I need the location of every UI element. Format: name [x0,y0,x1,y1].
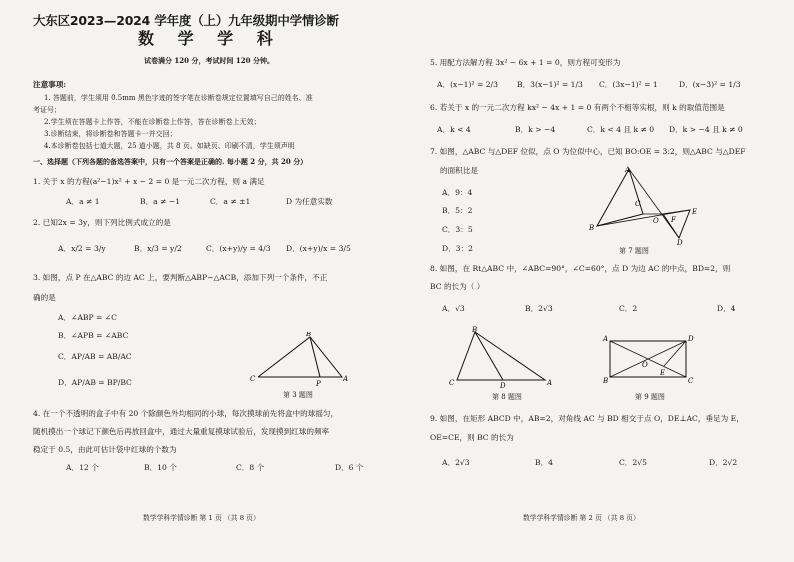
q3-caption: 第 3 题图 [283,391,313,399]
q4-option-c: C．8 个 [236,463,265,472]
fig3-label-p: P [316,380,321,388]
q9-option-c: C．2√5 [619,458,647,467]
q3-option-d: D．AP/AB = BP/BC [58,378,132,387]
q3-option-b: B．∠APB = ∠ABC [58,331,129,340]
fig9-label-e: E [660,369,666,377]
q7-option-d: D．3：2 [442,244,473,253]
q6-stem: 6. 若关于 x 的一元二次方程 kx² − 4x + 1 = 0 有两个不相等实根，则 k 的取值范围是 [430,103,725,112]
fig9-label-o: O [642,361,648,369]
q4-stem-3: 稳定于 0.5，由此可估计袋中红球的个数为 [33,445,177,454]
q2-option-a: A．x/2 = 3/y [58,244,106,253]
q1-option-a: A．a ≠ 1 [66,197,100,206]
q1-stem: 1. 关于 x 的方程(a²−1)x² + x − 2 = 0 是一元二次方程，则 a 满足 [33,177,265,186]
notice-item-2: 2.学生须在答题卡上作答，不能在诊断卷上作答，答在诊断卷上无效； [44,118,261,126]
notice-heading: 注意事项: [33,80,67,89]
q8-option-c: C．2 [619,304,638,313]
q5-option-a: A．(x−1)² = 2/3 [437,80,498,89]
fig7-label-b: B [589,224,595,232]
fig7-label-a: A [625,166,631,174]
q4-stem-1: 4. 在一个不透明的盒子中有 20 个除颜色外均相同的小球，每次摸球前先将盒中的球摇匀， [33,409,339,418]
q9-stem-1: 9. 如图，在矩形 ABCD 中，AB=2，对角线 AC 与 BD 相交于点 O，DE⊥AC，垂足为 E， [430,414,744,423]
fig9-label-b: B [603,377,609,385]
q1-option-d: D 为任意实数 [286,197,333,206]
q8-caption: 第 8 题图 [492,393,522,401]
fig7-label-c: C [635,200,641,208]
notice-item-1: 1. 答题前，学生须用 0.5mm 黑色字迹的签字笔在诊断卷规定位置填写自己的姓名、准 [44,94,313,102]
fig7-label-e: E [692,208,698,216]
subject-title: 数 学 学 科 [138,29,282,48]
q2-option-c: C．(x+y)/y = 4/3 [206,244,271,253]
q7-stem-1: 7. 如图，△ABC 与△DEF 位似，点 O 为位似中心，已知 BO:OE = 3:2，则△ABC 与△DEF [430,147,746,156]
exam-title: 大东区2023—2024 学年度（上）九年级期中学情诊断 [33,13,339,28]
fig9-label-a: A [603,335,609,343]
notice-item-1-cont: 考证号； [33,106,61,114]
q8-stem-1: 8. 如图，在 Rt△ABC 中，∠ABC=90°，∠C=60°，点 D 为边 AC 的中点，BD=2，则 [430,264,731,273]
figure-q3 [250,332,360,392]
q6-option-a: A．k < 4 [437,125,471,134]
footer-page-1: 数学学科学情诊断 第 1 页 （共 8 页） [143,514,260,522]
section-1-heading: 一、选择题（下列各题的备选答案中，只有一个答案是正确的. 每小题 2 分，共 20 分） [33,157,308,166]
fig8-label-a: A [547,379,553,387]
footer-page-2: 数学学科学情诊断 第 2 页 （共 8 页） [523,514,640,522]
q4-stem-2: 随机摸出一个球记下颜色后再放回盒中，通过大量重复摸球试验后，发现摸到红球的频率 [33,427,330,436]
q7-stem-2: 的面积比是 [440,166,478,175]
exam-info: 试卷满分 120 分，考试时间 120 分钟。 [144,56,274,65]
notice-item-3: 3.诊断结束，将诊断卷和答题卡一并交回； [44,130,177,138]
q7-option-a: A．9：4 [442,188,473,197]
q5-option-d: D．(x−3)² = 1/3 [679,80,741,89]
fig8-label-c: C [449,379,455,387]
q2-stem: 2. 已知2x = 3y，则下列比例式成立的是 [33,218,171,227]
fig7-label-f: F [671,216,676,224]
q8-option-a: A．√3 [442,304,465,313]
fig9-label-d: D [688,335,694,343]
q5-stem: 5. 用配方法解方程 3x² − 6x + 1 = 0，则方程可变形为 [430,58,621,67]
q9-option-a: A．2√3 [442,458,470,467]
q4-option-b: B．10 个 [144,463,177,472]
q3-stem-1: 3. 如图，点 P 在△ABC 的边 AC 上，要判断△ABP∽△ACB，添加下列一个条件，不正 [33,273,328,282]
q1-option-c: C．a ≠ ±1 [210,197,251,206]
q8-option-d: D．4 [717,304,736,313]
fig3-label-a: A [343,375,349,383]
q9-caption: 第 9 题图 [635,393,665,401]
q1-option-b: B．a ≠ −1 [140,197,181,206]
q9-stem-2: OE=CE，则 BC 的长为 [430,433,514,442]
fig7-label-d: D [677,239,683,246]
figure-q8 [445,326,565,388]
figure-q9 [602,333,697,388]
q3-option-c: C．AP/AB = AB/AC [58,352,132,361]
q7-caption: 第 7 题图 [619,247,649,255]
q4-option-d: D．6 个 [335,463,364,472]
q9-option-d: D．2√2 [709,458,738,467]
q8-option-b: B．2√3 [525,304,553,313]
q2-option-b: B．x/3 = y/2 [134,244,182,253]
q7-option-c: C．3：5 [442,225,473,234]
fig3-label-c: C [250,375,256,383]
q5-option-b: B．3(x−1)² = 1/3 [517,80,583,89]
q6-option-b: B．k > −4 [515,125,556,134]
notice-item-4: 4.本诊断卷包括七道大题，25 道小题，共 8 页。如缺页、印刷不清，学生须声明 [44,142,295,150]
q8-stem-2: BC 的长为（ ） [430,282,485,291]
q5-option-c: C．(3x−1)² = 1 [599,80,658,89]
q6-option-c: C．k < 4 且 k ≠ 0 [587,125,655,134]
fig7-label-o: O [653,217,659,225]
q3-stem-2: 确的是 [33,293,56,302]
q2-option-d: D．(x+y)/x = 3/5 [286,244,351,253]
fig3-label-b: B [306,332,312,338]
q3-option-a: A．∠ABP = ∠C [58,313,117,322]
q4-option-a: A．12 个 [66,463,99,472]
q6-option-d: D．k > −4 且 k ≠ 0 [669,125,743,134]
page-2 [397,0,794,562]
figure-q7 [585,164,705,246]
q9-option-b: B．4 [535,458,554,467]
fig8-label-b: B [472,326,478,334]
fig9-label-c: C [688,377,694,385]
fig8-label-d: D [500,382,506,388]
q7-option-b: B．5：2 [442,206,473,215]
